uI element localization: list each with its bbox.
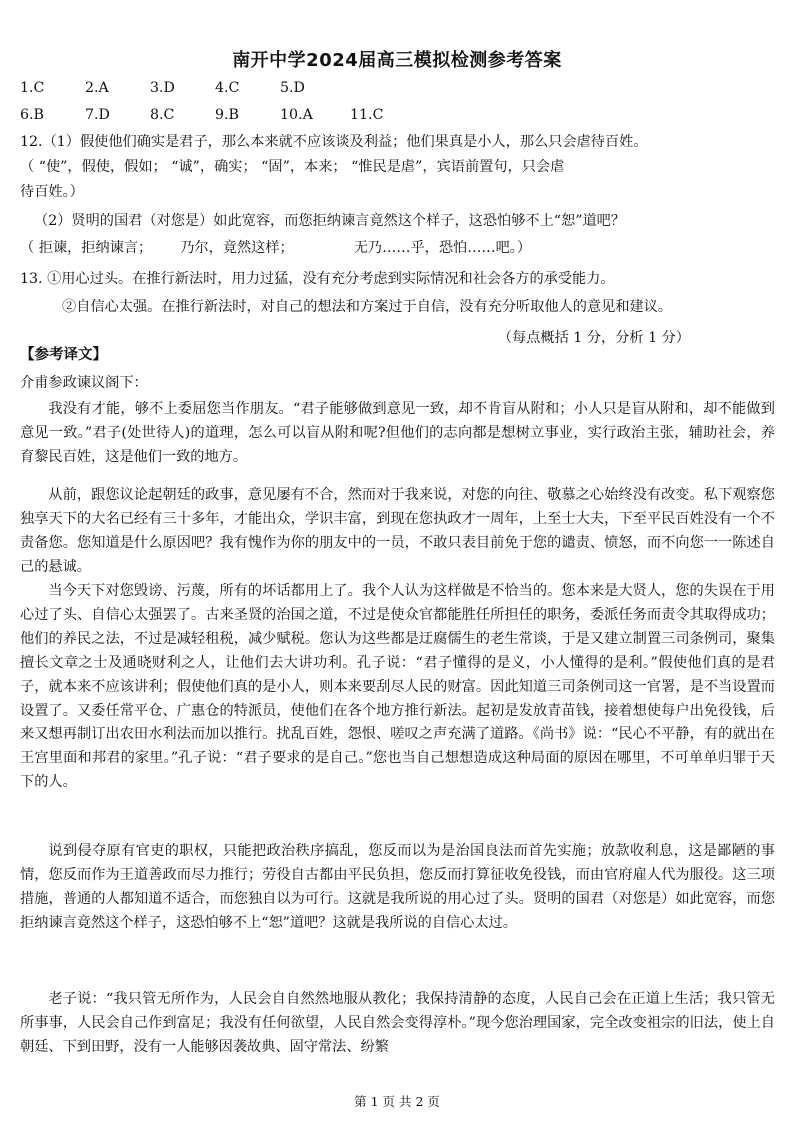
answer-item: 3.D <box>150 80 175 96</box>
answer-item: 4.C <box>215 80 240 96</box>
translation-paragraph-5: 老子说：“我只管无所作为，人民会自自然然地服从教化；我保持清静的态度，人民自己会在正道上生活；我只管无所事事，人民会自己作到富足；我没有任何欲望，人民自然会变得淳朴。”现今您治理国家，完全改变祖宗的旧法，使上自朝廷、下到田野，没有一人能够因袭故典、固守常法、纷繁 <box>20 991 775 1055</box>
section-title: 【参考译文】 <box>20 347 107 363</box>
answer-item: 9.B <box>215 107 239 123</box>
answers-row-1 <box>20 77 775 100</box>
q12-line-2: （ “使”，假使，假如； “诚”，确实； “固”，本来； “惟民是虐”，宾语前置句，只会虐 <box>20 159 565 175</box>
translation-paragraph-1: 我没有才能，够不上委屈您当作朋友。“君子能够做到意见一致，却不肯盲从附和；小人只是盲从附和，却不能做到意见一致。”君子(处世待人)的道理，怎么可以盲从附和呢?但他们的志向都是想树立事业，实行政治主张，辅助社会，养育黎民百姓，这是他们一致的地方。 <box>20 401 775 465</box>
answer-item: 2.A <box>85 80 109 96</box>
answers-row-2 <box>20 104 775 127</box>
translation-paragraph-4: 说到侵夺原有官吏的职权，只能把政治秩序搞乱，您反而以为是治国良法而首先实施；放款收利息，这是鄙陋的事情，您反而作为王道善政而尽力推行；劳役自古都由平民负担，您反而打算征收免役钱，而由官府雇人代为服役。这三项措施，普通的人都知道不适合，而您独自以为可行。这就是我所说的用心过了头。贤明的国君（对您是）如此宽容，而您拒纳谏言竟然这个样子，这恐怕够不上“恕”道吧？这就是我所说的自信心太过。 <box>20 843 775 931</box>
q12-line-5 <box>20 237 775 260</box>
q13-line-1: 13. ①用心过头。在推行新法时，用力过猛，没有充分考虑到实际情况和社会各方的承受能力。 <box>20 271 615 287</box>
q12-note-a: （ 拒谏，拒纳谏言； <box>20 240 153 256</box>
answer-item: 7.D <box>85 107 110 123</box>
q12-line-4: （2）贤明的国君（对您是）如此宽容，而您拒纳谏言竟然这个样子，这恐怕够不上“恕”道吧？ <box>34 213 626 229</box>
q12-line-3: 待百姓。） <box>20 184 84 200</box>
answer-item: 6.B <box>20 107 44 123</box>
q12-note-b: 乃尔，竟然这样； <box>180 240 294 256</box>
answer-item: 5.D <box>280 80 305 96</box>
q12-line-1: 12.（1）假使他们确实是君子，那么本来就不应该谈及利益；他们果真是小人，那么只会虐待百姓。 <box>20 134 648 150</box>
answer-item: 1.C <box>20 80 45 96</box>
answer-item: 8.C <box>150 107 175 123</box>
translation-paragraph-2: 从前，跟您议论起朝廷的政事，意见屡有不合，然而对于我来说，对您的向往、敬慕之心始终没有改变。私下观察您独享天下的大名已经有三十多年，才能出众，学识丰富，到现在您执政才一周年，上至士大夫，下至平民百姓没有一个不责备您。您知道是什么原因吧？我有愧作为你的朋友中的一员，不敢只表目前免于您的谴责、愤怒，而不向您一一陈述自己的悬诚。 <box>20 487 775 575</box>
page-footer: 第 1 页 共 2 页 <box>354 1094 440 1109</box>
answer-item: 11.C <box>350 107 384 123</box>
translation-paragraph-3: 当今天下对您毁谤、污蔑，所有的坏话都用上了。我个人认为这样做是不恰当的。您本来是大贤人，您的失误在于用心过了头、自信心太强罢了。古来圣贤的治国之道，不过是使众官都能胜任所担任的职务，委派任务而责令其取得成功；他们的养民之法，不过是减轻租税，减少赋税。您认为这些都是迂腐儒生的老生常谈，于是又建立制置三司条例司，聚集擅长文章之士及通晓财利之人，让他们去大讲功利。孔子说：“君子懂得的是义，小人懂得的是利。”假使他们真的是君子，就本来不应该讲利；假使他们真的是小人，则本来要刮尽人民的财富。因此知道三司条例司这一官署，是不当设置而设置了。又委任常平仓、广惠仓的特派员，使他们在各个地方推行新法。起初是发放青苗钱，接着想使每户出免役钱，后来又想再制订出农田水利法而加以推行。扰乱百姓，怨恨、嗟叹之声充满了道路。《尚书》说：“民心不平静，有的就出在王宫里面和邦君的家里。”孔子说：“君子要求的是自己。”您也当自己想想造成这种局面的原因在哪里，不可单单归罪于天下的人。 <box>20 583 775 791</box>
scoring-note: （每点概括 1 分，分析 1 分） <box>497 330 690 346</box>
answer-item: 10.A <box>280 107 313 123</box>
translation-opening: 介甫参政谏议阁下： <box>20 375 148 391</box>
q13-line-2: ②自信心太强。在推行新法时，对自己的想法和方案过于自信，没有充分听取他人的意见和建议。 <box>62 299 673 315</box>
q12-note-c: 无乃……乎，恐怕……吧。） <box>353 240 532 256</box>
page-title: 南开中学2024届高三模拟检测参考答案 <box>232 50 562 71</box>
